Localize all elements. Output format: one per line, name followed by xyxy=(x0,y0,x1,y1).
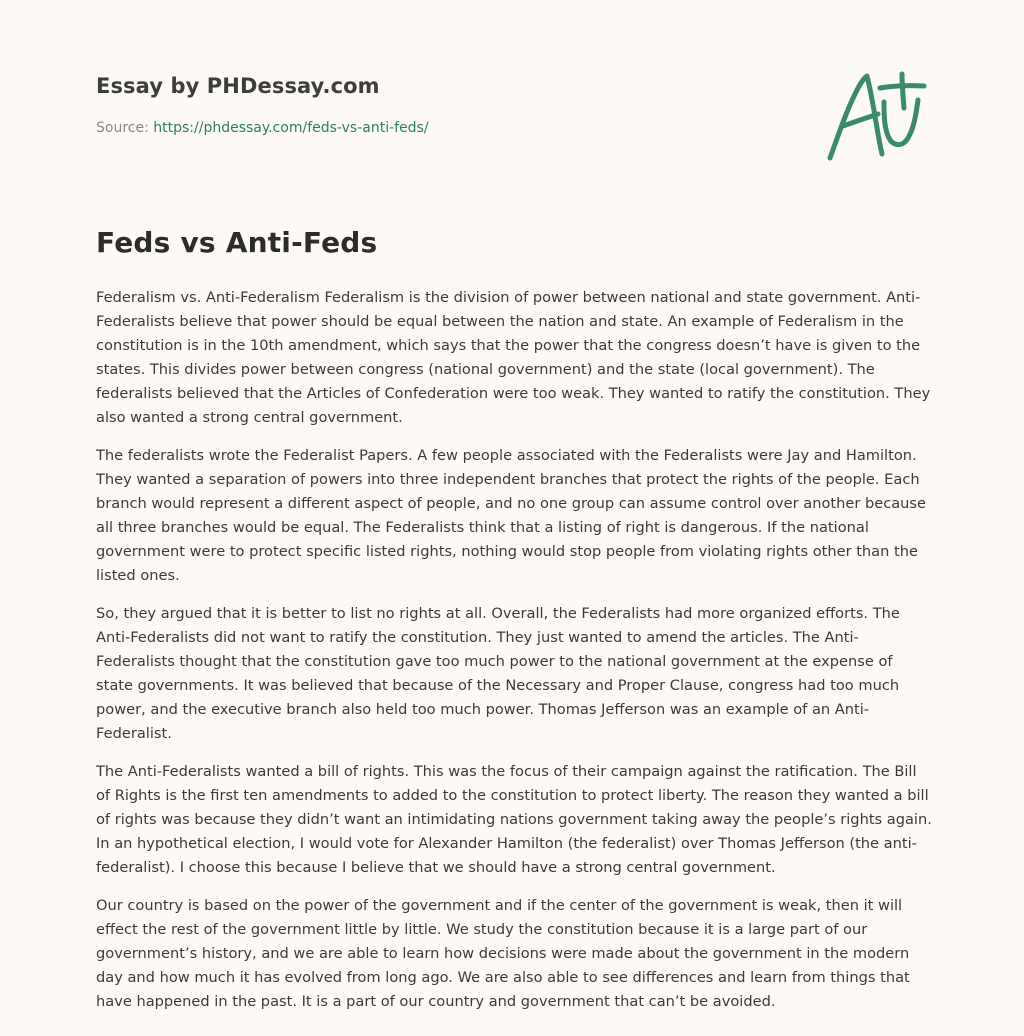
a-plus-grade-icon xyxy=(824,70,928,166)
essay-paragraph: Federalism vs. Anti-Federalism Federalism is the division of power between national and state government. Anti-Federalists believe that power should be equal between the nation and state. An example of Federalism in the constitution is in the 10th amendment, which says that the power that the congress doesn’t have is given to the states. This divides power between congress (national government) and the state (local government). The federalists believed that the Articles of Confederation were too weak. They wanted to ratify the constitution. They also wanted a strong central government. xyxy=(96,289,931,426)
brand-title: Essay by PHDessay.com xyxy=(96,74,380,98)
essay-title: Feds vs Anti-Feds xyxy=(96,226,378,259)
essay-paragraph: The Anti-Federalists wanted a bill of rights. This was the focus of their campaign against the ratification. The Bill of Rights is the first ten amendments to added to the constitution to protect liberty. The reason they wanted a bill of rights was because they didn’t want an intimidating nations government taking away the people’s rights again. In an hypothetical election, I would vote for Alexander Hamilton (the federalist) over Thomas Jefferson (the anti-federalist). I choose this because I believe that we should have a strong central government. xyxy=(96,763,932,876)
essay-paragraph: Our country is based on the power of the government and if the center of the government is weak, then it will effect the rest of the government little by little. We study the constitution because it is a large part of our government’s history, and we are able to learn how decisions were made about the government in the modern day and how much it has evolved from long ago. We are also able to see differences and learn from things that have happened in the past. It is a part of our country and government that can’t be avoided. xyxy=(96,897,910,1010)
essay-body xyxy=(96,286,932,1028)
essay-paragraph: So, they argued that it is better to list no rights at all. Overall, the Federalists had more organized efforts. The Anti-Federalists did not want to ratify the constitution. They just wanted to amend the articles. The Anti-Federalists thought that the constitution gave too much power to the national government at the expense of state governments. It was believed that because of the Necessary and Proper Clause, congress had too much power, and the executive branch also held too much power. Thomas Jefferson was an example of an Anti-Federalist. xyxy=(96,605,900,742)
source-line xyxy=(96,120,926,136)
essay-paragraph: The federalists wrote the Federalist Papers. A few people associated with the Federalists were Jay and Hamilton. They wanted a separation of powers into three independent branches that protect the rights of the people. Each branch would represent a different aspect of people, and no one group can assume control over another because all three branches would be equal. The Federalists think that a listing of right is dangerous. If the national government were to protect specific listed rights, nothing would stop people from violating rights other than the listed ones. xyxy=(96,447,927,584)
source-link[interactable]: https://phdessay.com/feds-vs-anti-feds/ xyxy=(153,120,429,136)
essay-header xyxy=(96,74,926,174)
source-label: Source: xyxy=(96,120,149,136)
